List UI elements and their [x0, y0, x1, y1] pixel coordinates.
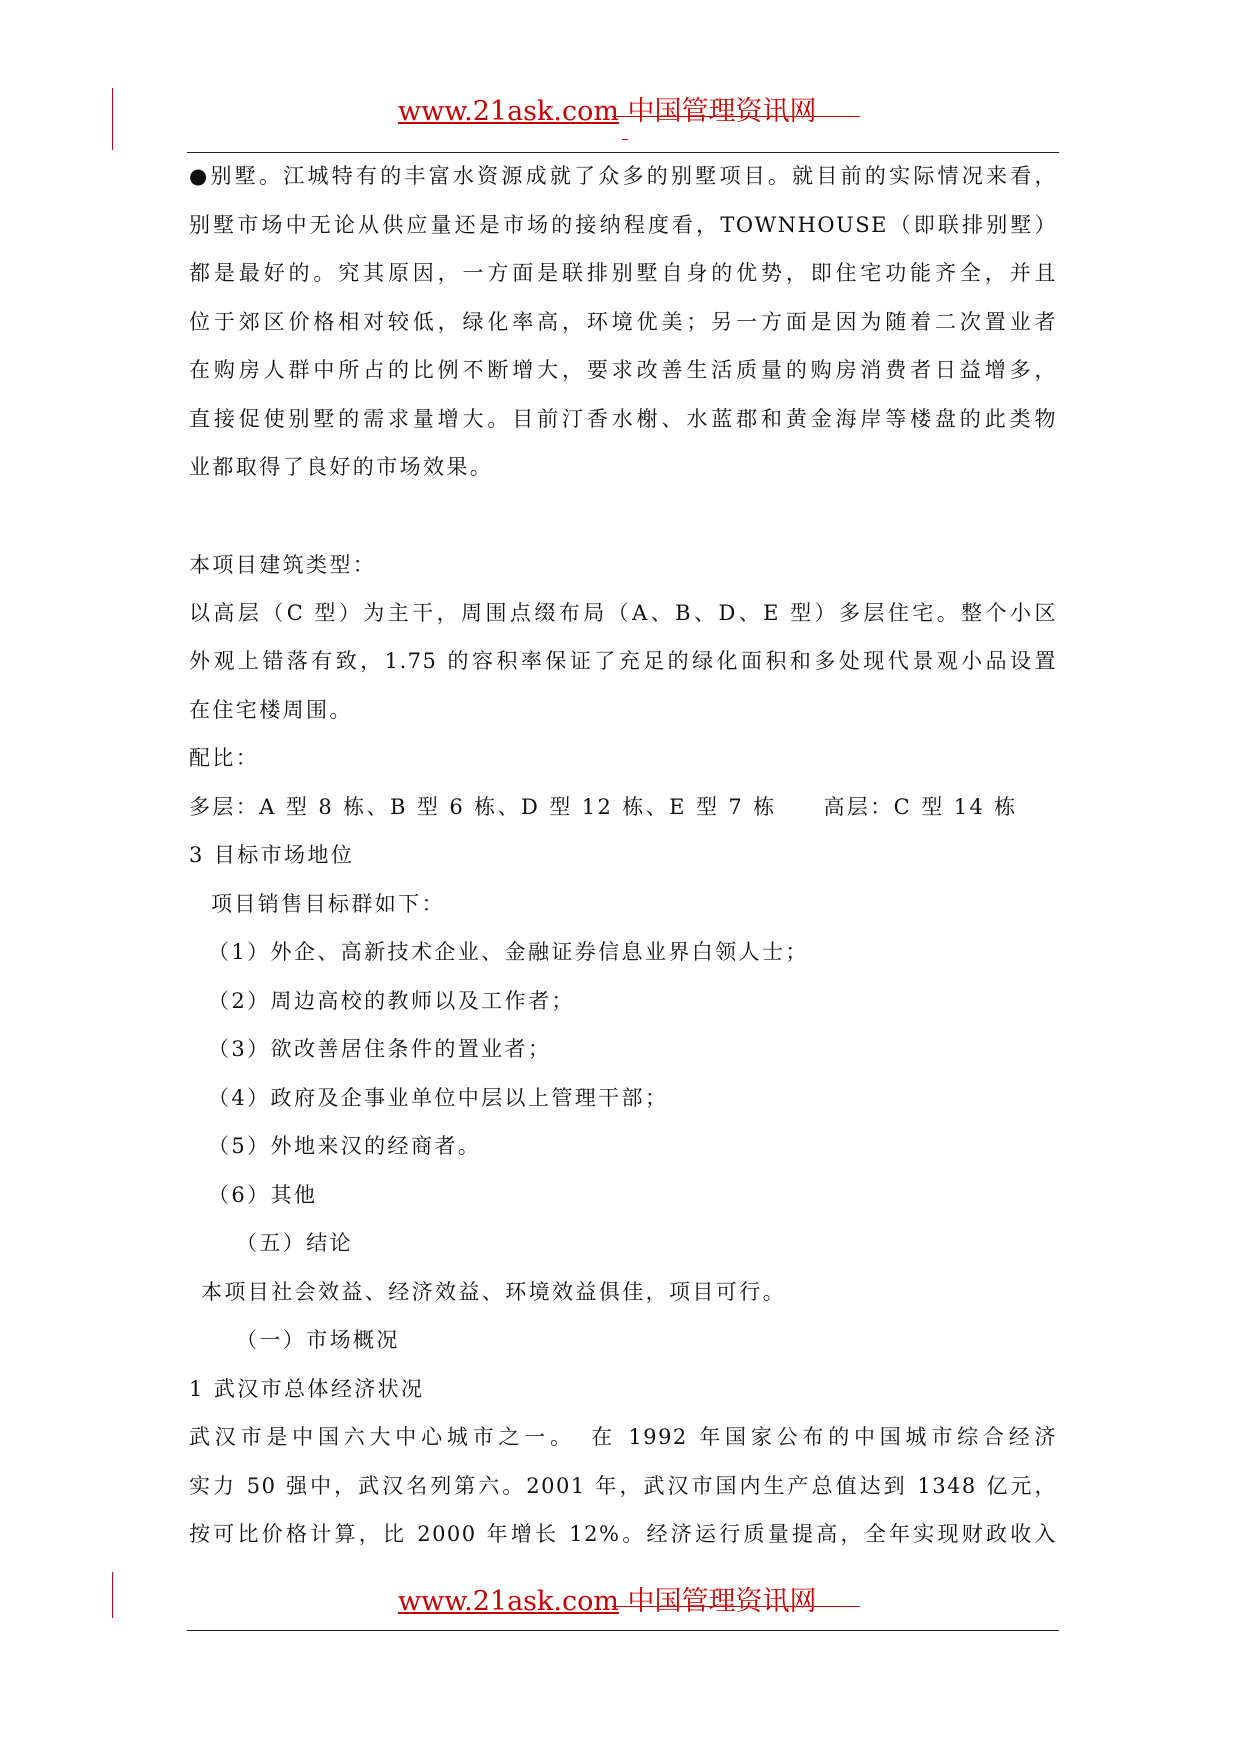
target-list-item-1: （1）外企、高新技术企业、金融证券信息业界白领人士； [208, 940, 809, 964]
villa-line-3: 都是最好的。究其原因，一方面是联排别墅自身的优势，即住宅功能齐全，并且 [189, 261, 1057, 285]
header-dash [622, 139, 628, 140]
target-list-item-4: （4）政府及企事业单位中层以上管理干部； [208, 1086, 669, 1110]
villa-line-4: 位于郊区价格相对较低，绿化率高，环境优美；另一方面是因为随着二次置业者 [189, 310, 1057, 334]
villa-line-6: 直接促使别墅的需求量增大。目前汀香水榭、水蓝郡和黄金海岸等楼盘的此类物 [189, 407, 1057, 431]
target-list-item-3: （3）欲改善居住条件的置业者； [208, 1037, 552, 1061]
wuhan-line-3: 按可比价格计算，比 2000 年增长 12%。经济运行质量提高，全年实现财政收入 [189, 1522, 1057, 1546]
page-footer [398, 1582, 817, 1622]
ratio-line: 多层：A 型 8 栋、B 型 6 栋、D 型 12 栋、E 型 7 栋 高层：C 型 14 栋 [189, 795, 1018, 819]
building-type-line-1: 以高层（C 型）为主干，周围点缀布局（A、B、D、E 型）多层住宅。整个小区 [189, 601, 1057, 625]
target-list-item-6: （6）其他 [208, 1183, 318, 1207]
conclusion-text: 本项目社会效益、经济效益、环境效益俱佳，项目可行。 [201, 1280, 786, 1304]
villa-line-5: 在购房人群中所占的比例不断增大，要求改善生活质量的购房消费者日益增多， [189, 358, 1057, 382]
target-list-item-5: （5）外地来汉的经商者。 [208, 1134, 482, 1158]
header-url-link[interactable]: www.21ask.com [398, 96, 619, 127]
building-type-heading: 本项目建筑类型： [189, 553, 377, 577]
header-site-name: 中国管理资讯网 [627, 96, 817, 127]
margin-mark-top [112, 88, 113, 150]
footer-rule [187, 1630, 1059, 1631]
market-heading: （一）市场概况 [236, 1328, 400, 1352]
margin-mark-bottom [112, 1572, 113, 1618]
page-header [398, 92, 817, 132]
villa-line-7: 业都取得了良好的市场效果。 [189, 455, 494, 479]
wuhan-heading: 1 武汉市总体经济状况 [189, 1377, 425, 1401]
target-intro: 项目销售目标群如下： [211, 892, 445, 916]
building-type-line-2: 外观上错落有致，1.75 的容积率保证了充足的绿化面积和多处现代景观小品设置 [189, 649, 1057, 673]
wuhan-line-2: 实力 50 强中，武汉名列第六。2001 年，武汉市国内生产总值达到 1348 亿元， [189, 1474, 1057, 1498]
villa-line-1: ●别墅。江城特有的丰富水资源成就了众多的别墅项目。就目前的实际情况来看， [189, 164, 1057, 188]
ratio-heading: 配比： [189, 746, 260, 770]
wuhan-line-1: 武汉市是中国六大中心城市之一。 在 1992 年国家公布的中国城市综合经济 [189, 1425, 1057, 1449]
footer-site-name: 中国管理资讯网 [627, 1586, 817, 1617]
footer-strike-line [612, 1606, 860, 1607]
header-strike-line [612, 116, 860, 117]
building-type-line-3: 在住宅楼周围。 [189, 698, 353, 722]
footer-url-link[interactable]: www.21ask.com [398, 1586, 619, 1617]
conclusion-heading: （五）结论 [236, 1231, 353, 1255]
target-heading: 3 目标市场地位 [189, 843, 355, 867]
target-list-item-2: （2）周边高校的教师以及工作者； [208, 989, 575, 1013]
villa-line-2: 别墅市场中无论从供应量还是市场的接纳程度看，TOWNHOUSE（即联排别墅） [189, 213, 1057, 237]
header-rule [187, 152, 1059, 153]
